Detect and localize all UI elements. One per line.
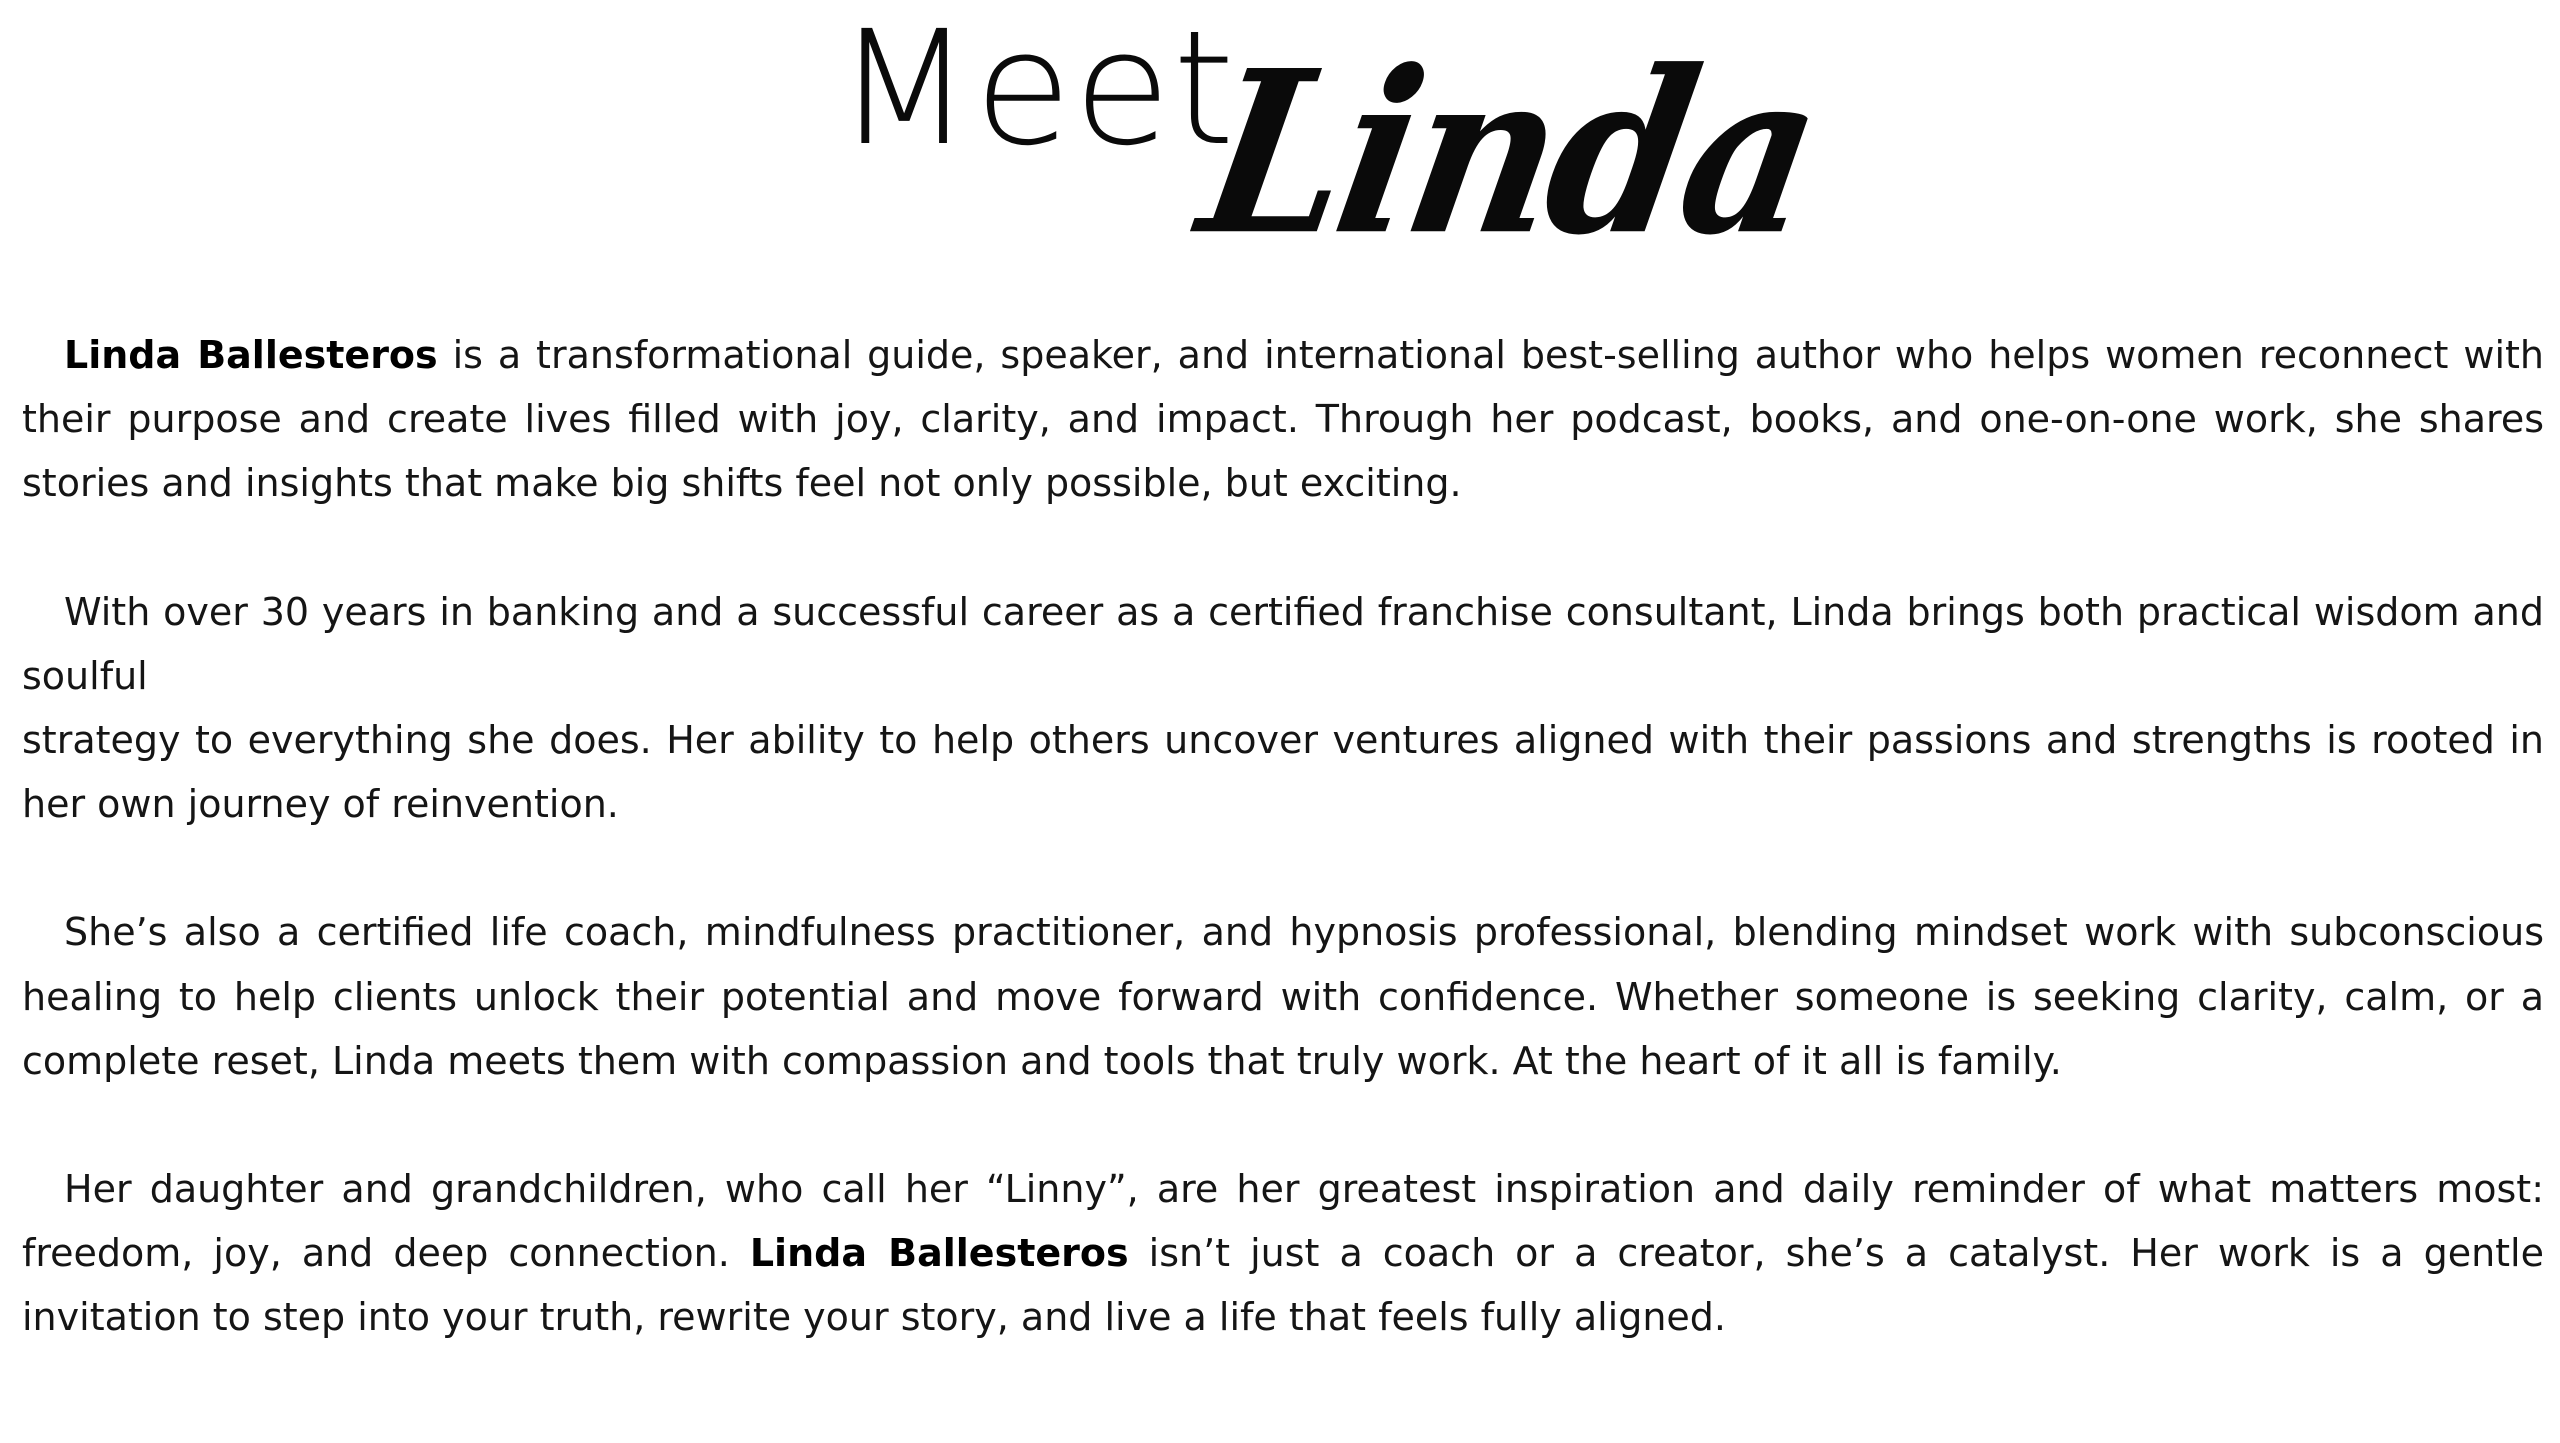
page-heading (0, 0, 2560, 300)
bio-paragraph-2 (22, 580, 2544, 837)
bio-content (22, 323, 2544, 1350)
bio-paragraph-4-text-before: Her daughter and grandchildren, who call her “Linny”, are her greatest inspiration and daily reminder of what matters most: freedom, joy, and deep connection. (22, 1167, 2544, 1276)
bio-paragraph-2-line-1: With over 30 years in banking and a successful career as a certified franchise consultant, Linda brings both practical wisdom and soulful (22, 589, 2544, 698)
heading-meet: Meet (836, 0, 1237, 181)
bio-paragraph-3 (22, 900, 2544, 1093)
bio-paragraph-4 (22, 1157, 2544, 1350)
bio-paragraph-1 (22, 323, 2544, 516)
bio-paragraph-4-text-after: isn’t just a coach or a creator, she’s a catalyst. Her work is a gentle invitation to step into your truth, rewrite your story, and live a life that feels fully aligned. (22, 1231, 2544, 1340)
bio-name-bold-2: Linda Ballesteros (749, 1231, 1129, 1276)
bio-paragraph-2-line-2: strategy to everything she does. Her ability to help others uncover ventures aligned with their passions and strengths is rooted in her own journey of reinvention. (22, 718, 2544, 827)
heading-name-script: Linda (1185, 21, 1834, 286)
bio-paragraph-3-text: She’s also a certified life coach, mindfulness practitioner, and hypnosis professional, blending mindset work with subconscious healing to help clients unlock their potential and move forward with confidence. Whether someone is seeking clarity, calm, or a complete reset, Linda meets them with compassion and tools that truly work. At the heart of it all is family. (22, 910, 2544, 1083)
bio-paragraph-1-text: is a transformational guide, speaker, and international best-selling author who helps women reconnect with their purpose and create lives filled with joy, clarity, and impact. Through her podcast, books, and one-on-one work, she shares stories and insights that make big shifts feel not only possible, but exciting. (22, 333, 2544, 506)
bio-name-bold: Linda Ballesteros (64, 333, 438, 377)
